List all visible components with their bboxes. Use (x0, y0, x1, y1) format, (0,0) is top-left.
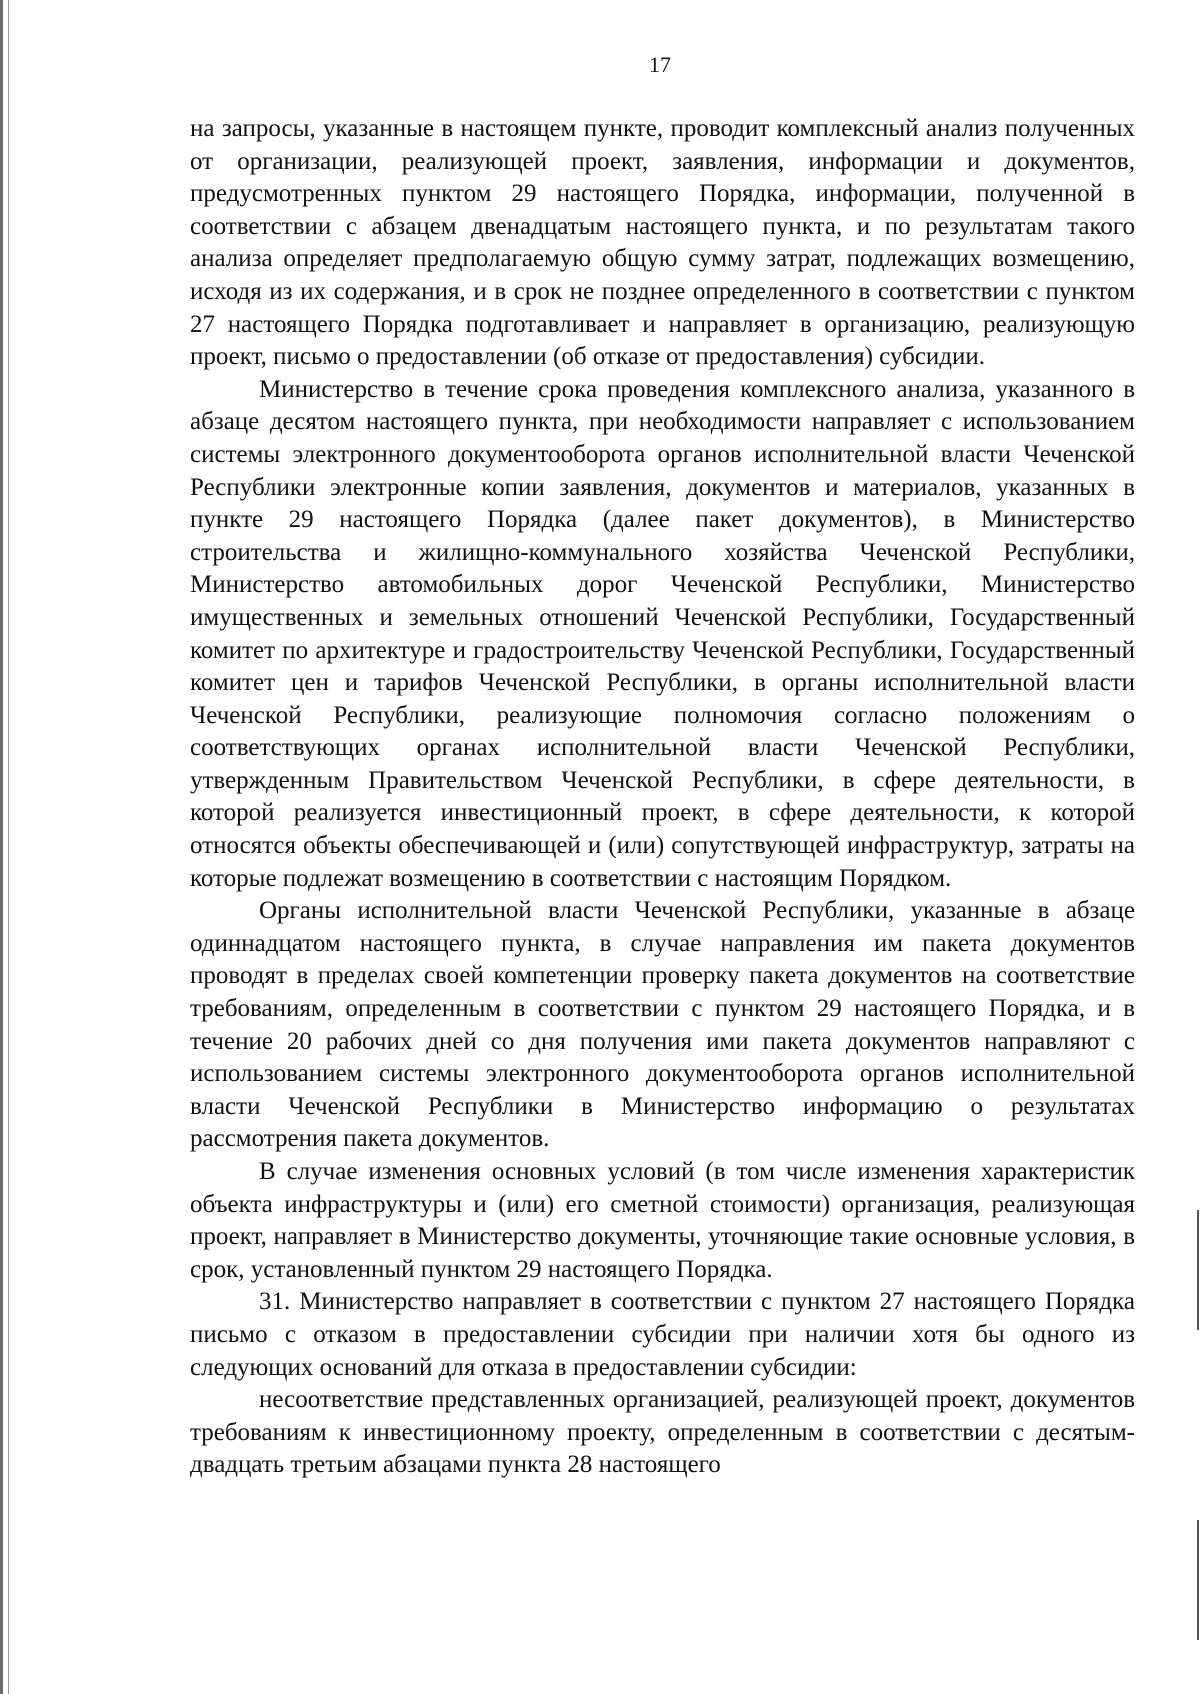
page-edge-left (0, 0, 3, 1694)
page-number: 17 (649, 52, 671, 77)
paragraph-continued: на запросы, указанные в настоящем пункте, проводит комплексный анализ полученных от организации, реализующей проект, заявления, информации и документов, предусмотренных пунктом 29 настоящего Порядка, информации, полученной в соответствии с абзацем двенадцатым настоящего пункта, и по результатам такого анализа определяет предполагаемую общую сумму затрат, подлежащих возмещению, исходя из их содержания, и в срок не позднее определенного в соответствии с пунктом 27 настоящего Порядка подготавливает и направляет в организацию, реализующую проект, письмо о предоставлении (об отказе от предоставления) субсидии. (190, 115, 1135, 371)
page-edge-line (8, 0, 9, 1694)
document-body (190, 113, 1135, 1482)
paragraph-ministry-analysis: Министерство в течение срока проведения комплексного анализа, указанного в абзаце десятом настоящего пункта, при необходимости направляет с использованием системы электронного документооборота органов исполнительной власти Чеченской Республики электронные копии заявления, документов и материалов, указанных в пункте 29 настоящего Порядка (далее пакет документов), в Министерство строительства и жилищно-коммунального хозяйства Чеченской Республики, Министерство автомобильных дорог Чеченской Республики, Министерство имущественных и земельных отношений Чеченской Республики, Государственный комитет по архитектуре и градостроительству Чеченской Республики, Государственный комитет цен и тарифов Чеченской Республики, в органы исполнительной власти Чеченской Республики, реализующие полномочия согласно положениям о соответствующих органах исполнительной власти Чеченской Республики, утвержденным Правительством Чеченской Республики, в сфере деятельности, в которой реализуется инвестиционный проект, в сфере деятельности, к которой относятся объекты обеспечивающей и (или) сопутствующей инфраструктур, затраты на которые подлежат возмещению в соответствии с настоящим Порядком. (190, 375, 1135, 892)
scan-margin-mark (1197, 1520, 1199, 1640)
scan-margin-mark (1197, 1210, 1199, 1330)
paragraph-executive-bodies: Органы исполнительной власти Чеченской Республики, указанные в абзаце одиннадцатом настоящего пункта, в случае направления им пакета документов проводят в пределах своей компетенции проверку пакета документов на соответствие требованиям, определенным в соответствии с пунктом 29 настоящего Порядка, и в течение 20 рабочих дней со дня получения ими пакета документов направляют с использованием системы электронного документооборота органов исполнительной власти Чеченской Республики в Министерство информацию о результатах рассмотрения пакета документов. (190, 897, 1135, 1153)
paragraph-refusal-ground: несоответствие представленных организацией, реализующей проект, документов требованиям к инвестиционному проекту, определенным в соответствии с десятым-двадцать третьим абзацами пункта 28 настоящего (190, 1386, 1135, 1479)
paragraph-item-31: 31. Министерство направляет в соответствии с пунктом 27 настоящего Порядка письмо с отказом в предоставлении субсидии при наличии хотя бы одного из следующих оснований для отказа в предоставлении субсидии: (190, 1288, 1135, 1381)
paragraph-change-of-conditions: В случае изменения основных условий (в том числе изменения характеристик объекта инфраструктуры и (или) его сметной стоимости) организация, реализующая проект, направляет в Министерство документы, уточняющие такие основные условия, в срок, установленный пунктом 29 настоящего Порядка. (190, 1158, 1135, 1283)
